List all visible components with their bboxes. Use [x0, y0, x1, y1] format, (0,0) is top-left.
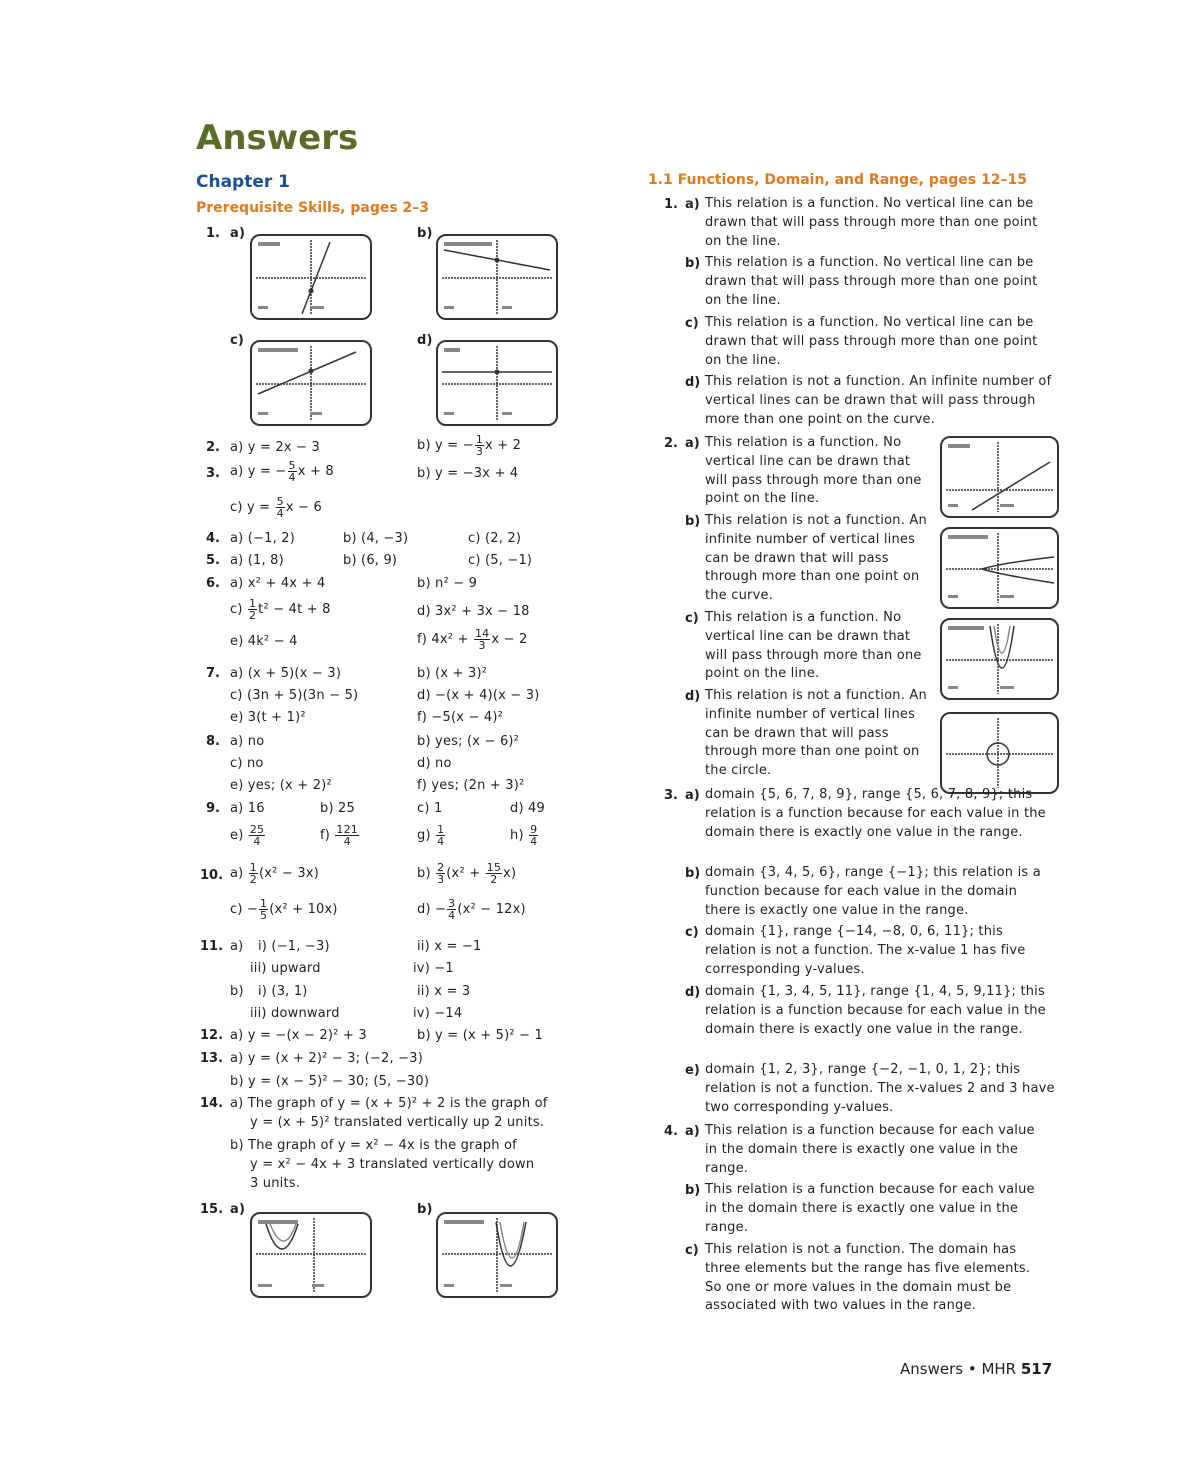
q11-b-iii: iii) downward	[250, 1006, 340, 1021]
q13-b-answer: b) y = (x − 5)² − 30; (5, −30)	[230, 1074, 430, 1089]
q14-number: 14.	[200, 1096, 224, 1111]
q8-c-answer: c) no	[230, 756, 264, 771]
q11-b-label: b)	[230, 984, 244, 999]
q9-f-answer: f) $\frac{121}{4}$	[320, 823, 359, 848]
q1-a-label: a)	[230, 226, 246, 241]
q15-number: 15.	[200, 1202, 224, 1217]
q9-d-answer: d) 49	[510, 801, 545, 816]
prereq-heading: Prerequisite Skills, pages 2–3	[196, 200, 430, 216]
q14-b-line3: 3 units.	[250, 1176, 301, 1191]
q9-number: 9.	[206, 801, 220, 816]
q9-g-answer: g) $\frac{1}{4}$	[417, 823, 445, 848]
q5-c-answer: c) (5, −1)	[468, 553, 533, 568]
q5-a-answer: a) (1, 8)	[230, 553, 284, 568]
q10-c-answer: c) − $\frac{1}{5}$ (x² + 10x)	[230, 897, 338, 922]
q7-f-answer: f) −5(x − 4)²	[417, 710, 504, 725]
q9-a-answer: a) 16	[230, 801, 265, 816]
q1-d-label: d)	[417, 333, 433, 348]
r4-a-label: a)	[685, 1124, 700, 1139]
calculator-screen-q15a	[250, 1212, 372, 1298]
q5-b-answer: b) (6, 9)	[343, 553, 398, 568]
q10-number: 10.	[200, 868, 224, 883]
q3-b-answer: b) y = −3x + 4	[417, 466, 519, 481]
r3-a-text: domain {5, 6, 7, 8, 9}, range {5, 6, 7, 8, 9}; this relation is a function because for each value in the domain there is exactly one value in the range.	[705, 787, 1046, 840]
q2-number: 2.	[206, 440, 220, 455]
r4-b-text: This relation is a function because for each value in the domain there is exactly one value in the range.	[705, 1182, 1035, 1235]
q8-e-answer: e) yes; (x + 2)²	[230, 778, 332, 793]
q11-a-iii: iii) upward	[250, 961, 321, 976]
r4-c-text: This relation is not a function. The domain has three elements but the range has five elements. So one or more values in the domain must be associated with two values in the range.	[705, 1242, 1031, 1314]
calculator-screen-r2d	[940, 712, 1059, 794]
r1-b-label: b)	[685, 256, 701, 271]
q8-f-answer: f) yes; (2n + 3)²	[417, 778, 525, 793]
q12-number: 12.	[200, 1028, 224, 1043]
calculator-screen-q1d	[436, 340, 558, 426]
q8-a-answer: a) no	[230, 734, 265, 749]
q4-b-answer: b) (4, −3)	[343, 531, 409, 546]
q11-a-label: a)	[230, 939, 244, 954]
q6-f-answer: f) 4x² + $\frac{14}{3}$ x − 2	[417, 627, 528, 652]
q6-number: 6.	[206, 576, 220, 591]
calculator-screen-q15b	[436, 1212, 558, 1298]
q1-b-label: b)	[417, 226, 433, 241]
q6-b-answer: b) n² − 9	[417, 576, 478, 591]
calculator-screen-q1a	[250, 234, 372, 320]
q1-c-label: c)	[230, 333, 245, 348]
q4-c-answer: c) (2, 2)	[468, 531, 522, 546]
r1-a-text: This relation is a function. No vertical line can be drawn that will pass through more than one point on the line.	[705, 196, 1038, 249]
q11-a-i: i) (−1, −3)	[258, 939, 330, 954]
r3-b-label: b)	[685, 866, 701, 881]
q7-d-answer: d) −(x + 4)(x − 3)	[417, 688, 540, 703]
q11-a-iv: iv) −1	[413, 961, 454, 976]
calculator-screen-q1c	[250, 340, 372, 426]
r2-d-label: d)	[685, 689, 701, 704]
r3-c-text: domain {1}, range {−14, −8, 0, 6, 11}; this relation is not a function. The x-value 1 has five corresponding y-values.	[705, 924, 1026, 977]
q11-b-ii: ii) x = 3	[417, 984, 471, 999]
r1-b-text: This relation is a function. No vertical line can be drawn that will pass through more than one point on the line.	[705, 255, 1038, 308]
q9-e-answer: e) $\frac{25}{4}$	[230, 823, 265, 848]
r2-b-text: This relation is not a function. An infinite number of vertical lines can be drawn that will pass through more than one point on the curve.	[705, 513, 927, 604]
q15-b-label: b)	[417, 1202, 433, 1217]
q3-number: 3.	[206, 466, 220, 481]
r3-e-text: domain {1, 2, 3}, range {−2, −1, 0, 1, 2}; this relation is not a function. The x-values 2 and 3 have two corresponding y-values.	[705, 1062, 1055, 1115]
r3-c-label: c)	[685, 925, 699, 940]
r4-number: 4.	[664, 1124, 678, 1139]
r4-b-label: b)	[685, 1183, 701, 1198]
q4-a-answer: a) (−1, 2)	[230, 531, 296, 546]
q3-a-answer: a) y = − $\frac{5}{4}$ x + 8	[230, 459, 334, 484]
r2-d-text: This relation is not a function. An infinite number of vertical lines can be drawn that will pass through more than one point on the circle.	[705, 688, 927, 779]
footer-text: Answers • MHR	[900, 1360, 1017, 1378]
r2-number: 2.	[664, 436, 678, 451]
calculator-screen-r2c	[940, 618, 1059, 700]
q4-number: 4.	[206, 531, 220, 546]
calculator-screen-q1b	[436, 234, 558, 320]
q6-e-answer: e) 4k² − 4	[230, 634, 298, 649]
r3-number: 3.	[664, 788, 678, 803]
r2-c-text: This relation is a function. No vertical line can be drawn that will pass through more than one point on the line.	[705, 610, 922, 682]
q12-a-answer: a) y = −(x − 2)² + 3	[230, 1028, 367, 1043]
q3-c-answer: c) y = $\frac{5}{4}$ x − 6	[230, 495, 322, 520]
q9-h-answer: h) $\frac{9}{4}$	[510, 823, 538, 848]
q15-a-label: a)	[230, 1202, 246, 1217]
r1-d-label: d)	[685, 375, 701, 390]
q11-b-iv: iv) −14	[413, 1006, 463, 1021]
calculator-screen-r2a	[940, 436, 1059, 518]
q8-d-answer: d) no	[417, 756, 452, 771]
q10-a-answer: a) $\frac{1}{2}$ (x² − 3x)	[230, 861, 319, 886]
q2-a-answer: a) y = 2x − 3	[230, 440, 321, 455]
r1-c-text: This relation is a function. No vertical line can be drawn that will pass through more than one point on the line.	[705, 315, 1038, 368]
r2-b-label: b)	[685, 514, 701, 529]
q14-b-line1: b) The graph of y = x² − 4x is the graph of	[230, 1138, 517, 1153]
r2-a-label: a)	[685, 436, 700, 451]
chapter-heading: Chapter 1	[196, 172, 291, 192]
r2-a-text: This relation is a function. No vertical line can be drawn that will pass through more than one point on the line.	[705, 435, 922, 507]
q12-b-answer: b) y = (x + 5)² − 1	[417, 1028, 544, 1043]
r1-c-label: c)	[685, 316, 699, 331]
r2-c-label: c)	[685, 611, 699, 626]
r3-a-label: a)	[685, 788, 700, 803]
r3-d-text: domain {1, 3, 4, 5, 11}, range {1, 4, 5, 9,11}; this relation is a function because for each value in the domain there is exactly one value in the range.	[705, 984, 1046, 1037]
q11-a-ii: ii) x = −1	[417, 939, 482, 954]
q1-number: 1.	[206, 226, 220, 241]
r3-b-text: domain {3, 4, 5, 6}, range {−1}; this relation is a function because for each value in the domain there is exactly one value in the range.	[705, 865, 1041, 918]
q7-c-answer: c) (3n + 5)(3n − 5)	[230, 688, 359, 703]
page-footer	[900, 1360, 1052, 1378]
calculator-screen-r2b	[940, 527, 1059, 609]
q8-b-answer: b) yes; (x − 6)²	[417, 734, 520, 749]
r4-a-text: This relation is a function because for each value in the domain there is exactly one value in the range.	[705, 1123, 1035, 1176]
r1-d-text: This relation is not a function. An infinite number of vertical lines can be drawn that will pass through more than one point on the curve.	[705, 374, 1052, 427]
page-number: 517	[1020, 1360, 1053, 1378]
section-heading: 1.1 Functions, Domain, and Range, pages 12–15	[648, 172, 1027, 188]
q7-e-answer: e) 3(t + 1)²	[230, 710, 306, 725]
q5-number: 5.	[206, 553, 220, 568]
q14-a-line1: a) The graph of y = (x + 5)² + 2 is the graph of	[230, 1096, 548, 1111]
q13-number: 13.	[200, 1051, 224, 1066]
q9-b-answer: b) 25	[320, 801, 355, 816]
q6-a-answer: a) x² + 4x + 4	[230, 576, 326, 591]
q14-a-line2: y = (x + 5)² translated vertically up 2 units.	[250, 1115, 545, 1130]
q13-a-answer: a) y = (x + 2)² − 3; (−2, −3)	[230, 1051, 423, 1066]
q10-d-answer: d) − $\frac{3}{4}$ (x² − 12x)	[417, 897, 526, 922]
q2-b-answer: b) y = − $\frac{1}{3}$ x + 2	[417, 433, 522, 458]
q11-number: 11.	[200, 939, 224, 954]
q8-number: 8.	[206, 734, 220, 749]
page-title: Answers	[196, 118, 359, 158]
q7-a-answer: a) (x + 5)(x − 3)	[230, 666, 342, 681]
q6-d-answer: d) 3x² + 3x − 18	[417, 604, 530, 619]
q6-c-answer: c) $\frac{1}{2}$ t² − 4t + 8	[230, 597, 331, 622]
q7-number: 7.	[206, 666, 220, 681]
q14-b-line2: y = x² − 4x + 3 translated vertically down	[250, 1157, 535, 1172]
r4-c-label: c)	[685, 1243, 699, 1258]
r3-d-label: d)	[685, 985, 701, 1000]
r3-e-label: e)	[685, 1063, 700, 1078]
q10-b-answer: b) $\frac{2}{3}$ (x² + $\frac{15}{2}$ x)	[417, 861, 517, 886]
q11-b-i: i) (3, 1)	[258, 984, 308, 999]
r1-number: 1.	[664, 197, 678, 212]
q7-b-answer: b) (x + 3)²	[417, 666, 488, 681]
q9-c-answer: c) 1	[417, 801, 443, 816]
r1-a-label: a)	[685, 197, 700, 212]
